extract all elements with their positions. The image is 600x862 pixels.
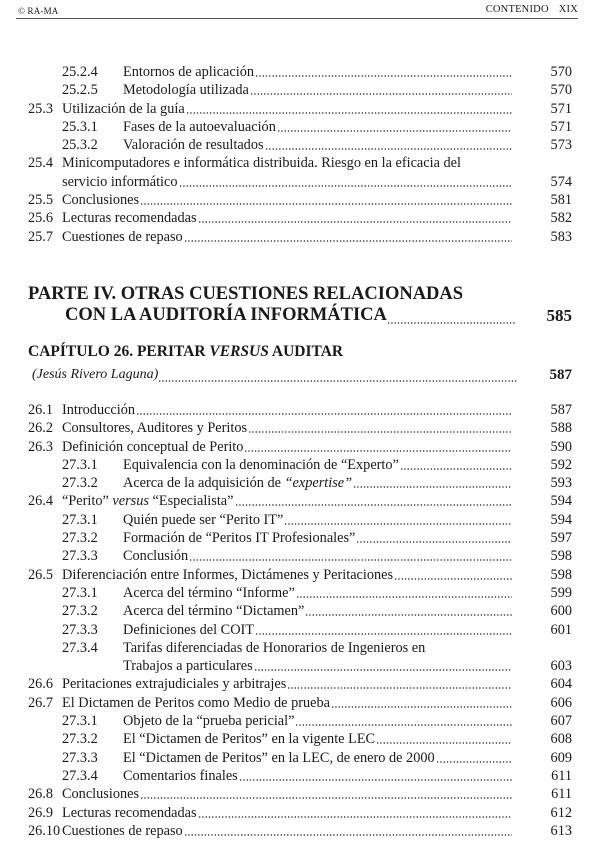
- toc-entry[interactable]: [0, 785, 600, 803]
- entry-title-part: Valoración de resultados: [123, 137, 264, 154]
- toc-entry[interactable]: [0, 154, 600, 172]
- entry-title: [62, 209, 198, 227]
- toc-entry[interactable]: [0, 100, 600, 118]
- toc-entry[interactable]: [0, 456, 600, 474]
- entry-number: 26.3: [28, 438, 54, 455]
- entry-page-number: 570: [550, 82, 572, 99]
- entry-number: 25.3.2: [62, 137, 98, 154]
- entry-number: 27.3.4: [62, 767, 98, 784]
- entry-title-part: Cuestiones de repaso: [62, 228, 183, 245]
- entry-number: 27.3.3: [62, 621, 98, 638]
- toc-entry[interactable]: [0, 136, 600, 154]
- entry-title-part: Acerca del término “Dictamen”: [123, 603, 305, 620]
- entry-number: 25.3.1: [62, 118, 98, 135]
- entry-number: 26.10: [28, 822, 61, 839]
- entry-number: 25.5: [28, 192, 54, 209]
- entry-title-part: Entornos de aplicación: [123, 64, 255, 80]
- entry-page-number: 604: [550, 676, 572, 693]
- part-title-line2: CON LA AUDITORÍA INFORMÁTICA: [65, 305, 387, 325]
- entry-title: [62, 154, 462, 172]
- entry-page-number: 571: [550, 118, 572, 135]
- entry-title: [123, 63, 255, 81]
- entry-page-number: 609: [550, 749, 572, 766]
- entry-number: 25.6: [28, 210, 54, 227]
- entry-title-italic: versus: [112, 493, 149, 510]
- entry-page-number: 597: [550, 530, 572, 547]
- entry-title: [62, 492, 235, 510]
- dot-leader: [198, 804, 512, 822]
- roman-page-number: XIX: [558, 4, 578, 15]
- toc-entry[interactable]: [0, 584, 600, 602]
- chapter-title-a: CAPÍTULO 26. PERITAR: [28, 343, 210, 360]
- entry-page-number: 612: [550, 804, 572, 821]
- dot-leader: [248, 419, 512, 437]
- entry-page-number: 592: [550, 456, 572, 473]
- entry-title: [62, 694, 331, 712]
- entry-number: 27.3.2: [62, 603, 98, 620]
- dot-leader: [277, 118, 512, 136]
- dot-leader: [255, 63, 512, 81]
- toc-entry[interactable]: [0, 438, 600, 456]
- toc-entry[interactable]: [0, 566, 600, 584]
- chapter-author: (Jesús Rivero Laguna): [32, 367, 159, 382]
- dot-leader: [184, 228, 512, 246]
- entry-number: 27.3.2: [62, 731, 98, 748]
- dot-leader: [462, 154, 512, 172]
- entry-number: 26.2: [28, 420, 54, 437]
- toc-entry[interactable]: [0, 118, 600, 136]
- toc-entry[interactable]: [0, 639, 600, 657]
- entry-title: [62, 100, 186, 118]
- section-title: CONTENIDO: [485, 4, 549, 15]
- dot-leader: [394, 566, 512, 584]
- entry-title-part: Conclusión: [123, 548, 189, 565]
- entry-title-part: Consultores, Auditores y Peritos: [62, 420, 248, 437]
- entry-page-number: 594: [550, 511, 572, 528]
- entry-title: [123, 81, 250, 99]
- entry-title-part: servicio informático: [62, 173, 178, 190]
- entry-page-number: 601: [550, 621, 572, 638]
- dot-leader: [436, 749, 512, 767]
- dot-leader: [186, 100, 512, 118]
- toc-entry[interactable]: [0, 419, 600, 437]
- entry-number: 25.7: [28, 228, 54, 245]
- entry-title: [62, 191, 140, 209]
- entry-title: [123, 712, 295, 730]
- entry-title-part: El Dictamen de Peritos como Medio de prueba: [62, 694, 330, 711]
- toc-entry[interactable]: [0, 529, 600, 547]
- toc-entry[interactable]: [0, 191, 600, 209]
- entry-title: [123, 136, 265, 154]
- entry-title: [123, 602, 305, 620]
- entry-title: [62, 785, 140, 803]
- toc-entry[interactable]: [0, 804, 600, 822]
- dot-leader: [426, 639, 512, 657]
- entry-title-part: Conclusiones: [62, 786, 140, 803]
- entry-page-number: 594: [550, 493, 572, 510]
- toc-entry[interactable]: [0, 730, 600, 748]
- entry-page-number: 611: [551, 786, 572, 803]
- entry-title: [123, 584, 296, 602]
- entry-number: 27.3.4: [62, 639, 98, 656]
- entry-page-number: 582: [550, 210, 572, 227]
- entry-title-part: El “Dictamen de Peritos” en la vigente LEC: [123, 731, 376, 748]
- entry-page-number: 606: [550, 694, 572, 711]
- entry-page-number: 581: [550, 192, 572, 209]
- entry-number: 26.9: [28, 804, 54, 821]
- toc-entry[interactable]: [0, 621, 600, 639]
- entry-title-part: Lecturas recomendadas: [62, 210, 197, 227]
- toc-entry[interactable]: [0, 209, 600, 227]
- entry-page-number: 573: [550, 137, 572, 154]
- dot-leader: [158, 365, 517, 385]
- entry-page-number: 570: [550, 64, 572, 80]
- toc-entry[interactable]: [0, 547, 600, 565]
- toc-entry[interactable]: [0, 63, 600, 81]
- part-title-line1: PARTE IV. OTRAS CUESTIONES RELACIONADAS: [28, 284, 464, 304]
- toc-entry[interactable]: [0, 694, 600, 712]
- dot-leader: [353, 474, 512, 492]
- entry-title-part: Trabajos a particulares: [123, 658, 253, 675]
- entry-number: 27.3.1: [62, 511, 98, 528]
- entry-title-part: Minicomputadores e informática distribuida. Riesgo en la eficacia del: [62, 155, 461, 172]
- entry-title-italic: “expertise”: [284, 475, 353, 492]
- entry-title: [123, 529, 356, 547]
- part-heading[interactable]: [28, 284, 572, 326]
- dot-leader: [244, 438, 512, 456]
- entry-page-number: 574: [550, 173, 572, 190]
- entry-title: [123, 547, 189, 565]
- entry-page-number: 587: [550, 402, 572, 418]
- running-header: [16, 2, 578, 19]
- dot-leader: [250, 81, 512, 99]
- entry-title: [123, 474, 353, 492]
- entry-title: [123, 639, 426, 657]
- entry-title-part: Fases de la autoevaluación: [123, 118, 276, 135]
- entry-page-number: 588: [550, 420, 572, 437]
- entry-number: 27.3.1: [62, 456, 98, 473]
- entry-page-number: 598: [550, 548, 572, 565]
- entry-title-part: Utilización de la guía: [62, 100, 185, 117]
- dot-leader: [265, 136, 512, 154]
- entry-page-number: 611: [551, 767, 572, 784]
- entry-page-number: 598: [550, 566, 572, 583]
- toc-block-chapter-25: [0, 63, 600, 246]
- toc-entry[interactable]: [0, 712, 600, 730]
- toc-entry[interactable]: [0, 81, 600, 99]
- toc-entry[interactable]: [0, 602, 600, 620]
- entry-title: [62, 401, 136, 419]
- dot-leader: [331, 694, 512, 712]
- toc-entry[interactable]: [0, 401, 600, 419]
- entry-title: [62, 566, 394, 584]
- dot-leader: [235, 492, 513, 510]
- section-page-label: [486, 4, 578, 15]
- entry-page-number: 613: [550, 822, 572, 839]
- entry-title: [62, 419, 248, 437]
- entry-number: 26.5: [28, 566, 54, 583]
- entry-number: 26.7: [28, 694, 54, 711]
- entry-title-part: Peritaciones extrajudiciales y arbitrajes: [62, 676, 287, 693]
- toc-block-chapter-26: [0, 401, 600, 840]
- entry-title: [62, 822, 184, 840]
- dot-leader: [284, 511, 512, 529]
- dot-leader: [239, 767, 512, 785]
- toc-entry[interactable]: [0, 511, 600, 529]
- dot-leader: [254, 657, 512, 675]
- chapter-title: [28, 342, 572, 362]
- entry-title: [123, 749, 436, 767]
- entry-page-number: 583: [550, 228, 572, 245]
- entry-title-part: Objeto de la “prueba pericial”: [123, 713, 295, 730]
- entry-page-number: 599: [550, 584, 572, 601]
- toc-entry[interactable]: [0, 657, 600, 675]
- entry-number: 27.3.2: [62, 475, 98, 492]
- entry-number: 26.4: [28, 493, 54, 510]
- toc-entry[interactable]: [0, 822, 600, 840]
- entry-title: [62, 804, 198, 822]
- entry-number: 25.4: [28, 155, 54, 172]
- entry-title: [123, 118, 277, 136]
- entry-title-part: Acerca del término “Informe”: [123, 584, 295, 601]
- entry-number: 27.3.3: [62, 548, 98, 565]
- entry-number: 27.3.3: [62, 749, 98, 766]
- toc-entry[interactable]: [0, 767, 600, 785]
- entry-number: 25.2.4: [62, 64, 98, 80]
- dot-leader: [295, 712, 512, 730]
- entry-number: 27.3.1: [62, 584, 98, 601]
- entry-title-part: Comentarios finales: [123, 767, 238, 784]
- chapter-title-b: AUDITAR: [268, 343, 344, 360]
- entry-number: 25.3: [28, 100, 54, 117]
- toc-entry[interactable]: [0, 492, 600, 510]
- dot-leader: [198, 209, 512, 227]
- entry-title: [62, 675, 287, 693]
- dot-leader: [140, 785, 512, 803]
- entry-number: 27.3.1: [62, 713, 98, 730]
- entry-page-number: 593: [550, 475, 572, 492]
- entry-title: [123, 456, 400, 474]
- entry-title: [123, 767, 239, 785]
- entry-title-part: Acerca de la adquisición de: [123, 475, 285, 492]
- dot-leader: [140, 191, 512, 209]
- toc-entry[interactable]: [0, 173, 600, 191]
- entry-title-part: Formación de “Peritos IT Profesionales”: [123, 530, 356, 547]
- entry-page-number: 608: [550, 731, 572, 748]
- entry-page-number: 600: [550, 603, 572, 620]
- entry-number: 27.3.2: [62, 530, 98, 547]
- entry-title: [123, 657, 254, 675]
- entry-title-part: El “Dictamen de Peritos” en la LEC, de enero de 2000: [123, 749, 435, 766]
- dot-leader: [184, 822, 512, 840]
- entry-page-number: 590: [550, 438, 572, 455]
- toc-entry[interactable]: [0, 228, 600, 246]
- publisher-mark: © RA-MA: [18, 6, 59, 16]
- dot-leader: [387, 305, 515, 326]
- entry-title-part: Equivalencia con la denominación de “Experto”: [123, 456, 399, 473]
- entry-title-part: Definición conceptual de Perito: [62, 438, 244, 455]
- entry-title: [123, 511, 284, 529]
- dot-leader: [296, 584, 512, 602]
- entry-number: 26.6: [28, 676, 54, 693]
- entry-title: [123, 621, 255, 639]
- dot-leader: [376, 730, 512, 748]
- entry-title-part: Quién puede ser “Perito IT”: [123, 511, 284, 528]
- entry-title-part: Metodología utilizada: [123, 82, 249, 99]
- entry-title-part: Lecturas recomendadas: [62, 804, 197, 821]
- entry-number: 26.8: [28, 786, 54, 803]
- dot-leader: [136, 401, 512, 419]
- entry-title: [62, 438, 244, 456]
- toc-entry[interactable]: [0, 749, 600, 767]
- entry-title-part: Tarifas diferenciadas de Honorarios de Ingenieros en: [123, 639, 426, 656]
- dot-leader: [189, 547, 512, 565]
- entry-title: [62, 173, 179, 191]
- entry-page-number: 571: [550, 100, 572, 117]
- toc-entry[interactable]: [0, 675, 600, 693]
- chapter-title-italic: VERSUS: [209, 343, 269, 360]
- dot-leader: [179, 173, 512, 191]
- chapter-page-number: 587: [549, 367, 572, 383]
- entry-title-part: “Perito”: [62, 493, 113, 510]
- entry-number: 25.2.5: [62, 82, 98, 99]
- toc-entry[interactable]: [0, 474, 600, 492]
- dot-leader: [400, 456, 512, 474]
- entry-title-part: Conclusiones: [62, 192, 140, 209]
- entry-title-part: Definiciones del COIT: [123, 621, 255, 638]
- entry-title: [62, 228, 184, 246]
- dot-leader: [356, 529, 512, 547]
- entry-title-part: Cuestiones de repaso: [62, 822, 183, 839]
- dot-leader: [305, 602, 512, 620]
- entry-title-part: Diferenciación entre Informes, Dictámenes y Peritaciones: [62, 566, 394, 583]
- entry-number: 26.1: [28, 402, 54, 418]
- entry-title: [123, 730, 376, 748]
- dot-leader: [255, 621, 512, 639]
- chapter-heading[interactable]: [28, 342, 572, 385]
- part-page-number: 585: [546, 306, 572, 325]
- entry-title-part: “Especialista”: [148, 493, 234, 510]
- entry-title-part: Introducción: [62, 402, 136, 418]
- dot-leader: [287, 675, 512, 693]
- entry-page-number: 603: [550, 658, 572, 675]
- entry-page-number: 607: [550, 713, 572, 730]
